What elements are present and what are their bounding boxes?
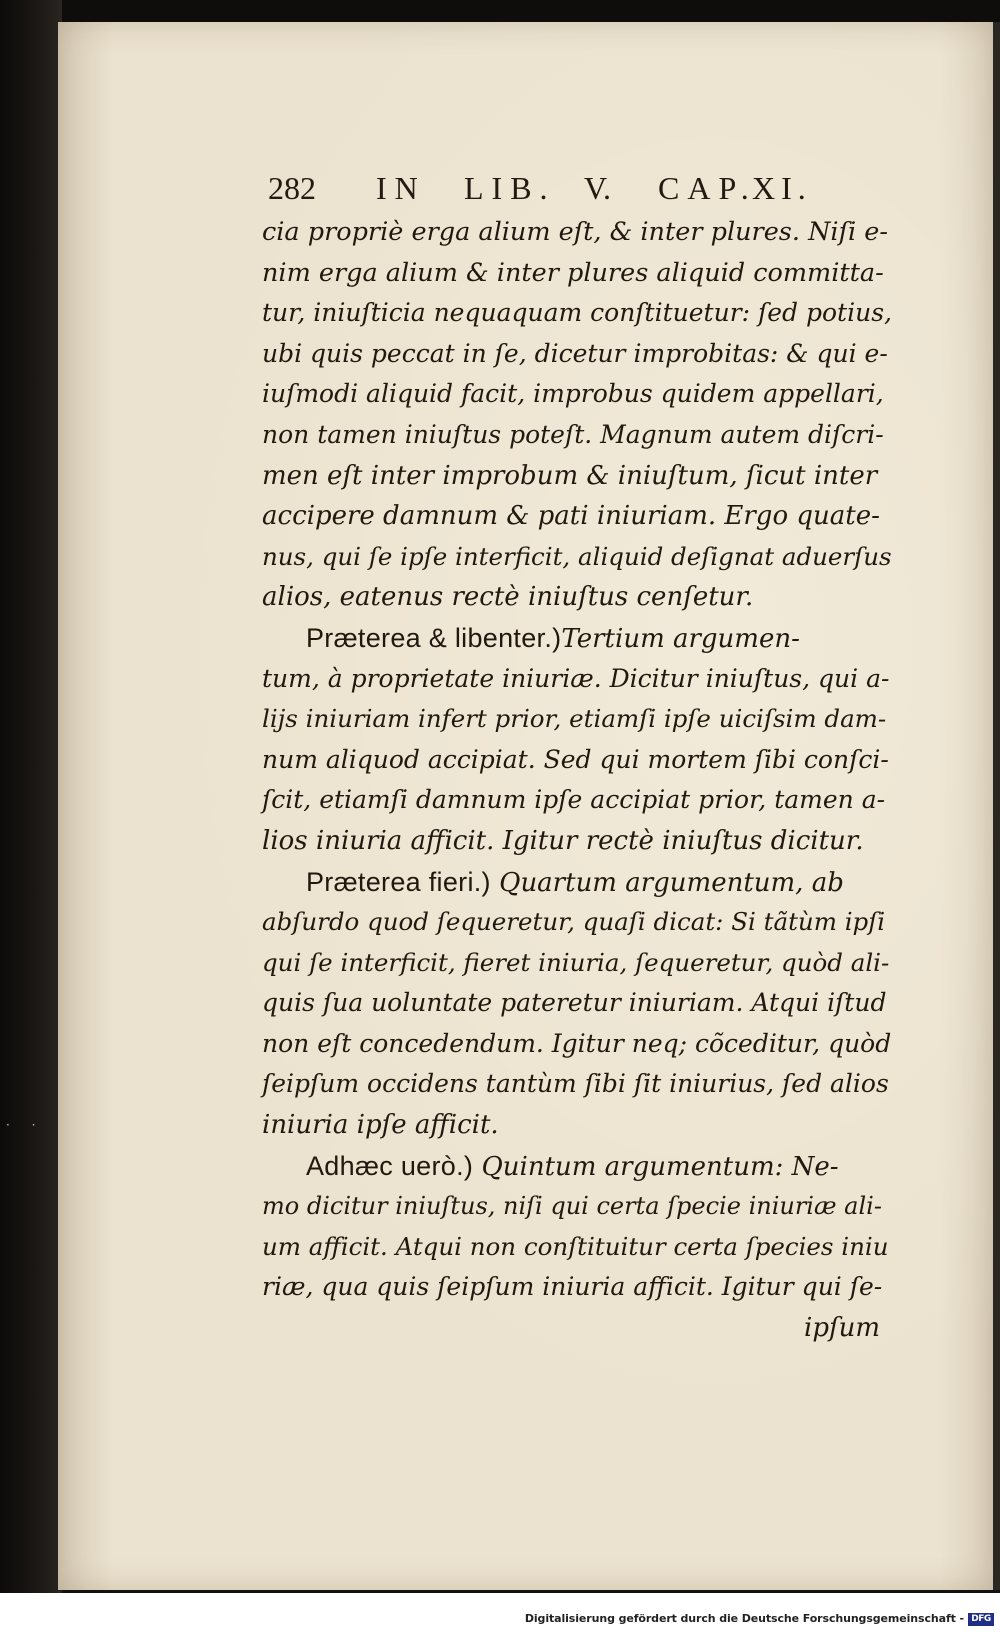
text-line: num aliquod accipiat. Sed qui mortem ſibi conſci- [262, 744, 889, 774]
running-header [268, 170, 868, 210]
text-line: iuſmodi aliquid facit, improbus quidem appellari, [262, 379, 884, 409]
text-line: qui ſe interficit, fieret iniuria, ſequeretur, quòd ali- [262, 947, 890, 977]
text-line: lijs iniuriam infert prior, etiamſi ipſe uiciſsim dam- [262, 704, 887, 734]
text-span: Tertium argumen- [561, 623, 800, 654]
lemma-heading: Præterea fieri.) [306, 866, 491, 897]
text-line: alios, eatenus rectè iniuſtus cenſetur. [262, 582, 754, 613]
header-in: IN [376, 170, 426, 206]
text-line: mo dicitur iniuſtus, niſi qui certa ſpecie iniuriæ ali- [262, 1192, 882, 1221]
text-line: cia propriè erga alium eſt, & inter plures. Niſi e- [262, 217, 888, 247]
lemma-heading: Præterea & libenter.) [306, 622, 562, 653]
page-edge-shadow [993, 22, 1000, 1590]
paragraph-first-line [262, 1146, 892, 1187]
scan-specks: · · · [6, 1118, 71, 1132]
text-line: iniuria ipſe afficit. [262, 1110, 499, 1141]
lemma-heading: Adhæc uerò.) [306, 1150, 474, 1181]
text-line: ſeipſum occidens tantùm ſibi ſit iniurius, ſed alios [262, 1069, 889, 1099]
text-line: accipere damnum & pati iniuriam. Ergo quate- [262, 501, 880, 532]
text-line: ubi quis peccat in ſe, dicetur improbitas: & qui e- [262, 338, 888, 368]
dfg-logo: DFG [968, 1613, 994, 1626]
scan-background-left [0, 0, 62, 1600]
page-body-text [262, 212, 892, 1349]
header-chapter-number: XI. [752, 170, 812, 206]
text-line: tum, à proprietate iniuriæ. Dicitur iniuſtus, qui a- [262, 663, 890, 693]
text-line: quis ſua uoluntate pateretur iniuriam. Atqui iſtud [262, 988, 887, 1018]
paragraph-first-line [262, 862, 892, 903]
paragraph-first-line [262, 618, 892, 659]
header-cap: CAP. [658, 170, 757, 206]
text-span: Quartum argumentum, ab [490, 867, 844, 898]
header-book-number: V. [584, 170, 611, 206]
catchword: ipſum [804, 1313, 880, 1344]
text-line: riæ, qua quis ſeipſum iniuria afficit. Igitur qui ſe- [262, 1272, 883, 1302]
text-span: Quintum argumentum: Ne- [473, 1151, 839, 1182]
text-line: um afficit. Atqui non conſtituitur certa ſpecies iniu [262, 1231, 889, 1261]
text-line: tur, iniuſticia nequaquam conſtituetur: ſed potius, [262, 298, 892, 328]
page-number: 282 [268, 170, 316, 206]
text-line: non tamen iniuſtus poteſt. Magnum autem diſcri- [262, 419, 884, 449]
text-line: non eſt concedendum. Igitur neq; cõceditur, quòd [262, 1028, 892, 1058]
text-line: men eſt inter improbum & iniuſtum, ſicut inter [262, 460, 878, 491]
text-line: ſcit, etiamſi damnum ipſe accipiat prior, tamen a- [262, 785, 886, 815]
header-lib: LIB. [464, 170, 556, 206]
text-line: nus, qui ſe ipſe interficit, aliquid deſignat aduerſus [262, 541, 892, 571]
text-line: nim erga alium & inter plures aliquid committa- [262, 257, 884, 288]
text-line: lios iniuria afficit. Igitur rectè iniuſtus dicitur. [262, 825, 864, 856]
text-line: abſurdo quod ſequeretur, quaſi dicat: Si tãtùm ipſi [262, 907, 886, 937]
digitization-credit: Digitalisierung gefördert durch die Deutsche Forschungsgemeinschaft - [524, 1612, 964, 1625]
